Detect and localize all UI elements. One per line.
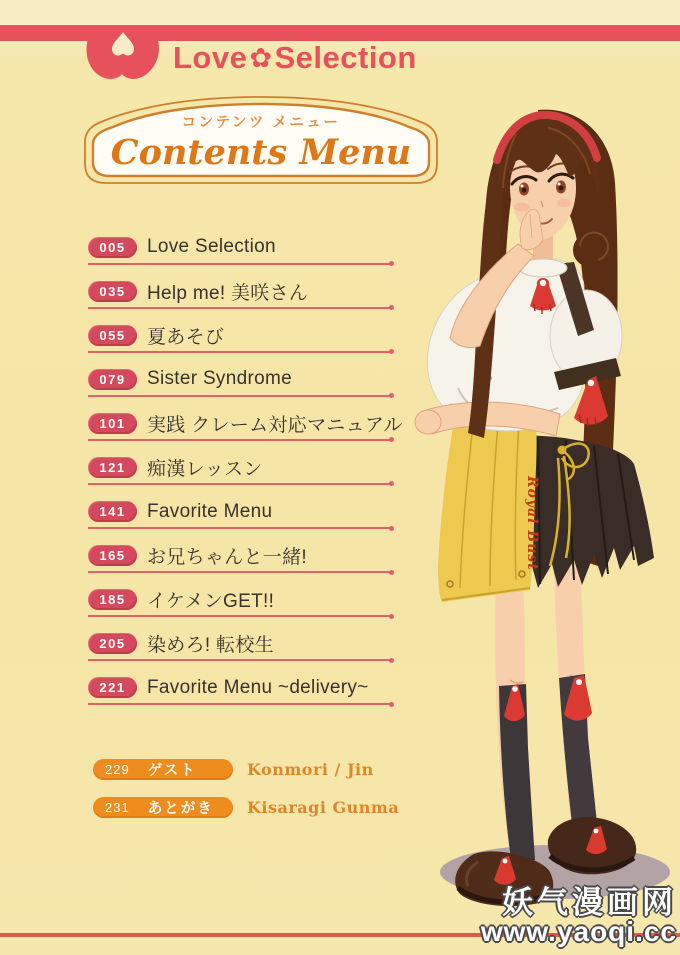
toc-row [88, 538, 400, 582]
chapter-title: イケメンGET!! [147, 591, 275, 613]
page-number-badge: 221 [88, 677, 137, 698]
toc-row [88, 626, 400, 670]
page-number-badge: 079 [88, 369, 137, 390]
extra-row [93, 789, 433, 827]
chapter-title: 染めろ! 転校生 [147, 635, 274, 657]
toc-row [88, 229, 400, 273]
extra-credit: Konmori / Jin [247, 760, 374, 780]
watermark [480, 884, 677, 948]
contents-subtitle-jp: コンテンツ メニュー [181, 115, 341, 131]
brand-love: Love [173, 40, 248, 75]
toc-list [88, 229, 403, 714]
toc-row [88, 361, 400, 405]
toc-rule [88, 527, 392, 529]
toc-row [88, 670, 400, 714]
toc-row [88, 317, 400, 361]
chapter-title: Favorite Menu ~delivery~ [147, 676, 369, 698]
toc-row [88, 449, 400, 493]
extras-list [93, 751, 433, 826]
extra-label: ゲスト [147, 763, 197, 780]
toc-rule [88, 439, 392, 441]
page-number-badge: 121 [88, 457, 137, 478]
flower-icon: ✿ [249, 43, 273, 73]
page-number-badge: 165 [88, 545, 137, 566]
watermark-site-name: 妖气漫画网 [502, 884, 677, 920]
page-number-badge: 141 [88, 501, 137, 522]
contents-title: Contents Menu [110, 132, 412, 173]
toc-rule [88, 483, 392, 485]
toc-rule [88, 615, 392, 617]
chapter-title: お兄ちゃんと一緒! [147, 547, 307, 569]
toc-rule [88, 659, 392, 661]
page-number-badge: 035 [88, 281, 137, 302]
chapter-title: Help me! 美咲さん [147, 282, 309, 304]
chapter-title: 夏あそび [147, 326, 225, 348]
girl-illustration [398, 88, 680, 920]
toc-rule [88, 307, 392, 309]
toc-rule [88, 395, 392, 397]
toc-rule [88, 351, 392, 353]
contents-menu-box [84, 96, 438, 186]
extra-page-number: 229 [105, 762, 130, 778]
toc-rule [88, 263, 392, 265]
chapter-title: 痴漢レッスン [147, 458, 263, 480]
brand-selection: Selection [274, 40, 417, 75]
toc-row [88, 582, 400, 626]
chapter-title: 実践 クレーム対応マニュアル [147, 414, 403, 436]
double-heart-icon [86, 25, 160, 91]
page-number-badge: 185 [88, 589, 137, 610]
extra-page-number: 231 [105, 799, 130, 815]
toc-rule [88, 571, 392, 573]
page-number-badge: 005 [88, 237, 137, 258]
toc-row [88, 273, 400, 317]
toc-rule [88, 703, 392, 705]
chapter-title: Sister Syndrome [147, 368, 292, 390]
extra-label: あとがき [147, 800, 214, 817]
extra-credit: Kisaragi Gunma [247, 797, 400, 817]
page-number-badge: 055 [88, 325, 137, 346]
toc-row [88, 405, 403, 449]
watermark-site-url: www.yaoqi.cc [480, 916, 677, 948]
extra-bar [93, 797, 233, 818]
apron-text: Royal Bust [524, 476, 540, 571]
chapter-title: Love Selection [147, 236, 276, 257]
page-number-badge: 205 [88, 633, 137, 654]
extra-row [93, 751, 433, 789]
page-number-badge: 101 [88, 413, 137, 434]
brand-title [173, 40, 417, 76]
toc-row [88, 494, 400, 538]
extra-bar [93, 759, 233, 780]
chapter-title: Favorite Menu [147, 500, 273, 522]
